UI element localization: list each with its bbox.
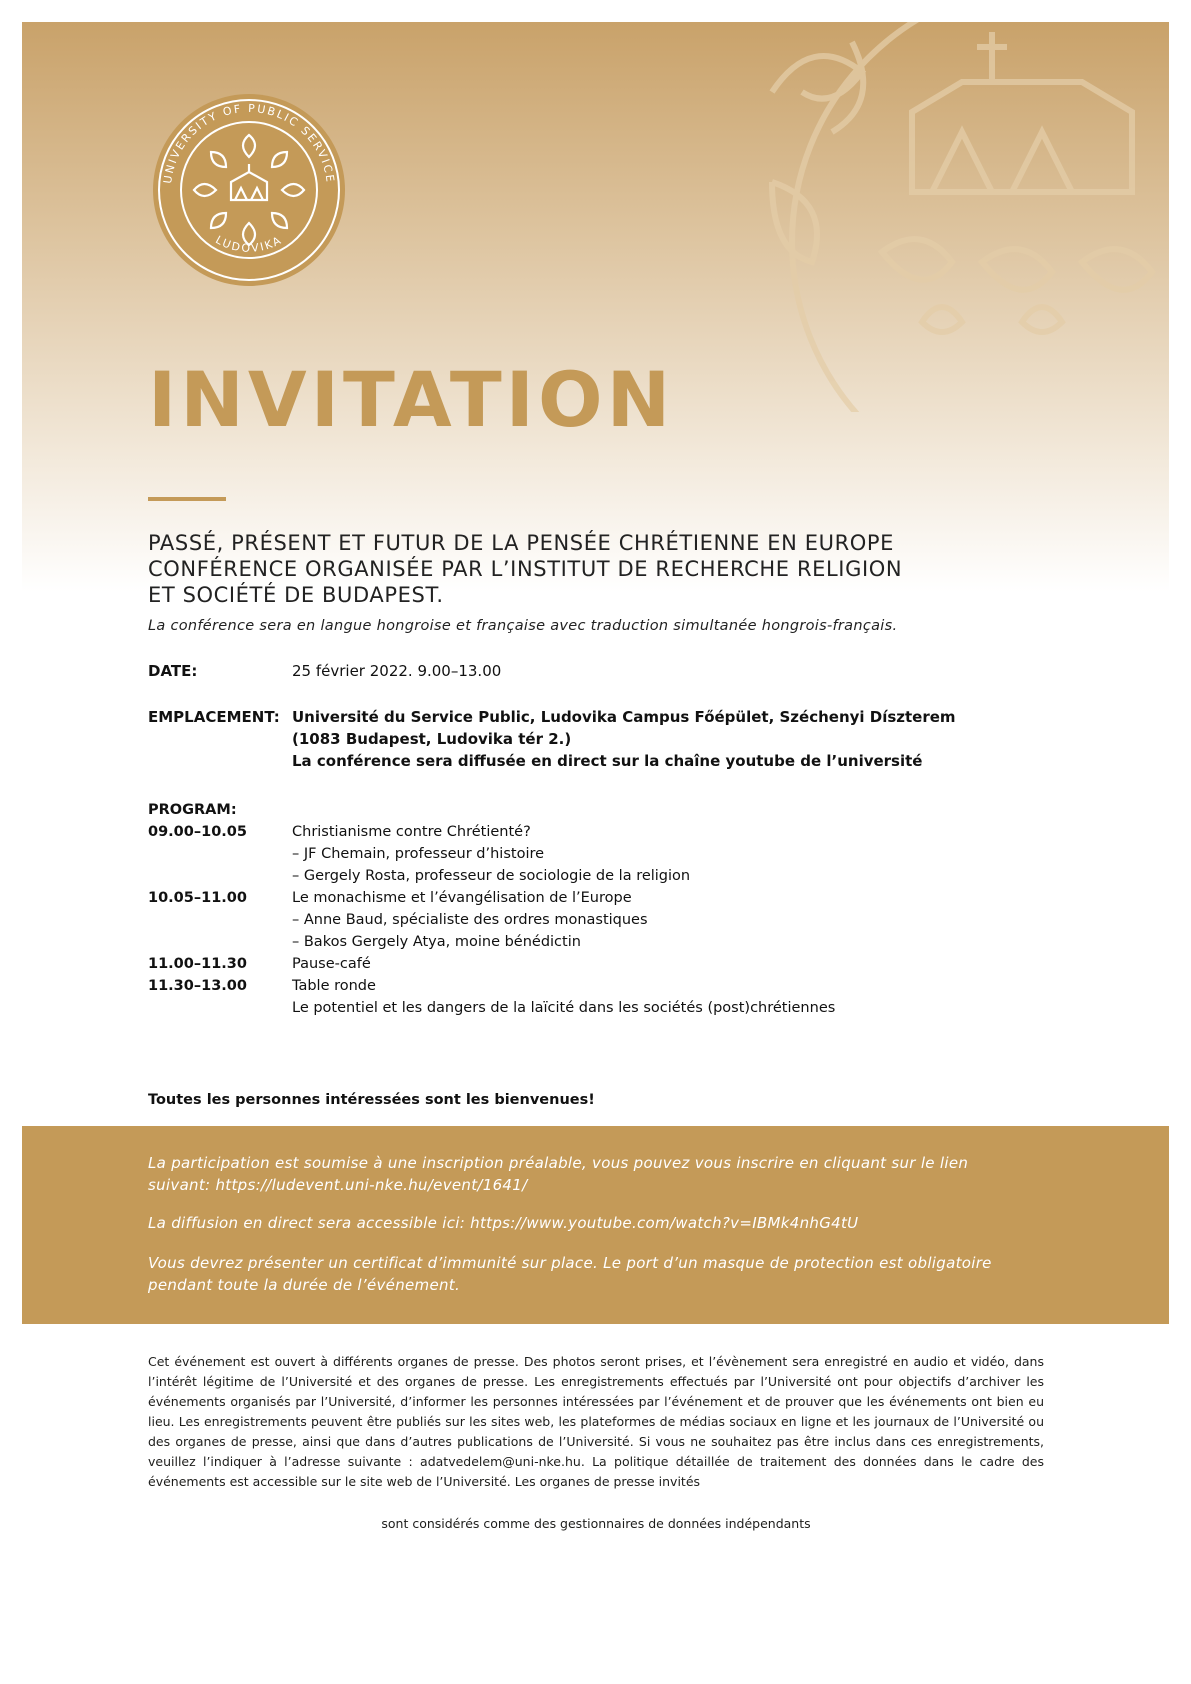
ornament-watermark-icon <box>752 22 1169 412</box>
hero-header <box>22 22 1169 592</box>
registration-note: La participation est soumise à une inscription préalable, vous pouvez vous inscrire en cliquant sur le lien suivant: https://ludevent.uni-nke.hu/event/1641/ <box>148 1154 969 1194</box>
stream-note: La diffusion en direct sera accessible ici: https://www.youtube.com/watch?v=IBMk4nhG4tU <box>148 1214 859 1232</box>
program-text: – Anne Baud, spécialiste des ordres monastiques <box>292 912 648 928</box>
headline-line: PASSÉ, PRÉSENT ET FUTUR DE LA PENSÉE CHRÉTIENNE EN EUROPE <box>148 531 895 555</box>
logo-ring-text-bottom: LUDOVIKA <box>213 233 285 255</box>
info-band <box>22 1126 1169 1324</box>
title-divider <box>148 497 226 501</box>
logo-ring-text-top: UNIVERSITY OF PUBLIC SERVICE <box>161 101 337 185</box>
invitation-title: INVITATION <box>148 355 675 444</box>
location-line: La conférence sera diffusée en direct sur la chaîne youtube de l’université <box>292 752 923 770</box>
press-notice: Cet événement est ouvert à différents organes de presse. Des photos seront prises, et l’évènement sera enregistré en audio et vidéo, dans l’intérêt légitime de l’Université et des organes de presse. Les enregistrements effectués par l’Université ont pour objectifs d’archiver les événements organisés par l’Université, d’informer les personnes intéressées par l’événement et de prouver que les événements ont bien eu lieu. Les enregistrements peuvent être publiés sur les sites web, les plateformes de médias sociaux en ligne et les journaux de l’Université ou des organes de presse, ainsi que dans d’autres publications de l’Université. Si vous ne souhaitez pas être inclus dans ces enregistrements, veuillez l’indiquer à l’adresse suivante : adatvedelem@uni-nke.hu. La politique détaillée de traitement des données dans le cadre des événements est accessible sur le site web de l’Université. Les organes de presse invités <box>148 1354 1044 1489</box>
health-note: Vous devrez présenter un certificat d’immunité sur place. Le port d’un masque de protection est obligatoire pendant toute la durée de l’événement. <box>148 1254 992 1294</box>
program-label: PROGRAM: <box>148 802 237 818</box>
program-text: Pause-café <box>292 956 371 972</box>
conference-headline <box>148 530 1028 608</box>
program-text: Christianisme contre Chrétienté? <box>292 824 531 840</box>
program-text: – JF Chemain, professeur d’histoire <box>292 846 545 862</box>
location-line: (1083 Budapest, Ludovika tér 2.) <box>292 730 572 748</box>
program-text: Le potentiel et les dangers de la laïcité dans les sociétés (post)chrétiennes <box>292 1000 836 1016</box>
headline-line: ET SOCIÉTÉ DE BUDAPEST. <box>148 583 444 607</box>
program-text: Le monachisme et l’évangélisation de l’Europe <box>292 890 632 906</box>
program-time: 11.00–11.30 <box>148 956 247 972</box>
language-note: La conférence sera en langue hongroise et française avec traduction simultanée hongrois-français. <box>148 618 898 634</box>
program-time: 10.05–11.00 <box>148 890 247 906</box>
program-text: – Bakos Gergely Atya, moine bénédictin <box>292 934 581 950</box>
university-logo-icon <box>149 90 349 290</box>
press-notice-last-line: sont considérés comme des gestionnaires de données indépendants <box>381 1516 811 1531</box>
program-text: – Gergely Rosta, professeur de sociologie de la religion <box>292 868 691 884</box>
program-time: 11.30–13.00 <box>148 978 247 994</box>
location-line: Université du Service Public, Ludovika Campus Főépület, Széchenyi Díszterem <box>292 708 956 726</box>
program-time: 09.00–10.05 <box>148 824 247 840</box>
headline-line: CONFÉRENCE ORGANISÉE PAR L’INSTITUT DE RECHERCHE RELIGION <box>148 557 903 581</box>
date-value: 25 février 2022. 9.00–13.00 <box>292 662 502 680</box>
welcome-message: Toutes les personnes intéressées sont les bienvenues! <box>148 1092 595 1108</box>
location-label: EMPLACEMENT: <box>148 708 280 726</box>
program-text: Table ronde <box>292 978 376 994</box>
invitation-page <box>22 22 1169 1662</box>
date-label: DATE: <box>148 662 198 680</box>
